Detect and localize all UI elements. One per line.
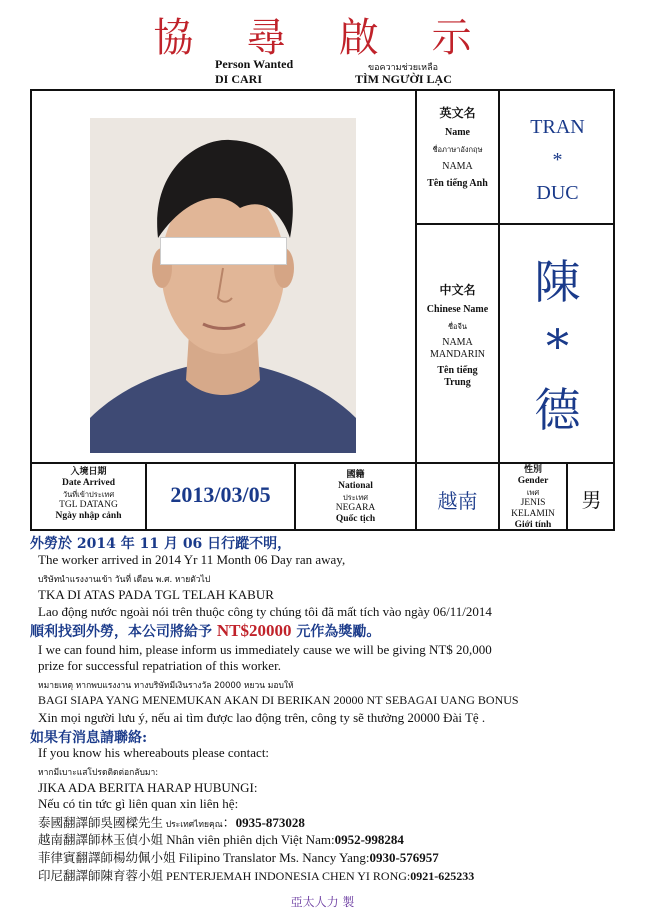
contact-heading: 如果有消息請聯絡: — [30, 730, 148, 746]
english-name-line: DUC — [536, 182, 579, 204]
contact-desc: Nhân viên phiên dịch Việt Nam: — [163, 832, 335, 847]
nationality-label — [296, 470, 415, 525]
english-name-zh: 英文名 — [439, 106, 476, 120]
chinese-name-line: 德 — [534, 383, 581, 437]
chinese-name-id2: MANDARIN — [430, 349, 485, 360]
contact-filipino-translator — [38, 848, 439, 866]
contact-name: 越南翻譯師林玉偵小姐 — [38, 832, 164, 847]
nationality-th: ประเทศ — [342, 493, 369, 502]
chinese-name-line: 陳 — [534, 255, 581, 309]
date-arrived-value: 2013/03/05 — [170, 482, 271, 507]
chinese-name-vn1: Tên tiếng — [437, 365, 478, 376]
english-name-th: ชื่อภาษาอังกฤษ — [432, 145, 483, 154]
nationality-zh: 國籍 — [346, 470, 365, 480]
eye-privacy-bar — [160, 237, 287, 265]
chinese-name-value — [500, 250, 615, 442]
english-name-vn: Tên tiếng Anh — [427, 178, 488, 189]
nationality-vn: Quốc tịch — [335, 514, 376, 524]
contact-desc: Filipino Translator Ms. Nancy Yang: — [175, 850, 370, 865]
reward-zh-post: 元作為獎勵。 — [291, 624, 381, 640]
reward-id: BAGI SIAPA YANG MENEMUKAN AKAN DI BERIKAN 20000 NT SEBAGAI UANG BONUS — [38, 693, 519, 707]
contact-thai-translator — [38, 812, 305, 831]
date-arrived-zh: 入境日期 — [70, 467, 107, 477]
chinese-name-zh: 中文名 — [439, 283, 476, 297]
reward-heading — [30, 621, 380, 641]
date-arrived-label — [32, 467, 145, 522]
ran-away-en: The worker arrived in 2014 Yr 11 Month 06 Day ran away, — [38, 552, 346, 567]
chinese-name-th: ชื่อจีน — [447, 322, 468, 331]
worker-photo — [90, 118, 356, 453]
reward-amount: NT$20000 — [216, 621, 292, 640]
nationality-id: NEGARA — [335, 503, 376, 513]
nationality-en: National — [338, 481, 373, 491]
chinese-name-line: * — [546, 319, 569, 373]
poster-title: 協 尋 啟 示 — [153, 15, 492, 61]
english-name-value — [500, 111, 615, 210]
reward-th: หมายเหตุ หากพบแรงงาน ทางบริษัทมีเงินรางวัล 20000 หยวน มอบให้ — [38, 681, 294, 691]
english-name-line: * — [552, 149, 563, 171]
ran-away-id: TKA DI ATAS PADA TGL TELAH KABUR — [38, 587, 274, 602]
gender-value: 男 — [581, 488, 602, 512]
contact-desc: ประเทศไทยคุณ — [163, 820, 223, 830]
date-arrived-en: Date Arrived — [61, 478, 116, 488]
gender-th: เพศ — [526, 488, 540, 497]
footer-credit: 亞太人力 製 — [290, 895, 355, 909]
contact-indonesia-translator — [38, 866, 474, 884]
english-name-line: TRAN — [530, 116, 585, 138]
divider — [415, 223, 615, 225]
subtitle-di-cari: DI CARI — [215, 72, 263, 86]
chinese-name-id1: NAMA — [442, 337, 473, 348]
date-arrived-vn: Ngày nhập cảnh — [55, 511, 122, 521]
date-arrived-id: TGL DATANG — [59, 500, 118, 510]
subtitle-thai: ขอความช่วยเหลือ — [368, 63, 438, 73]
subtitle-person-wanted: Person Wanted — [215, 57, 294, 71]
ran-away-heading: 外勞於 2014 年 11 月 06 日行蹤不明， — [30, 536, 292, 552]
contact-th: หากมีเบาะแสโปรดติดต่อกลับมา: — [38, 768, 159, 778]
chinese-name-vn2: Trung — [444, 377, 471, 388]
contact-vietnam-translator — [38, 830, 404, 848]
gender-label — [500, 465, 566, 531]
reward-zh-pre: 順利找到外勞，本公司將給予 — [30, 624, 217, 640]
contact-phone: 0935-873028 — [235, 815, 305, 830]
contact-sep: ： — [222, 815, 236, 830]
contact-phone: 0930-576957 — [369, 850, 439, 865]
divider — [30, 462, 615, 464]
nationality-value: 越南 — [437, 489, 478, 513]
contact-desc: PENTERJEMAH INDONESIA CHEN YI RONG: — [163, 869, 411, 883]
reward-vn: Xin mọi người lưu ý, nếu ai tìm được lao động trên, công ty sẽ thưởng 20000 Đài Tệ . — [38, 710, 486, 725]
chinese-name-en: Chinese Name — [426, 304, 489, 315]
contact-name: 菲律賓翻譯師楊幼佩小姐 — [38, 850, 176, 865]
date-arrived-th: วันที่เข้าประเทศ — [62, 490, 115, 499]
gender-en: Gender — [517, 476, 549, 486]
ran-away-vn: Lao động nước ngoài nói trên thuộc công ty chúng tôi đã mất tích vào ngày 06/11/2014 — [38, 604, 492, 619]
gender-vn: Giới tính — [514, 520, 552, 530]
gender-id2: KELAMIN — [511, 509, 555, 519]
english-name-id: NAMA — [442, 161, 473, 172]
chinese-name-label — [417, 281, 498, 389]
contact-en: If you know his whereabouts please contact: — [38, 745, 270, 760]
gender-id1: JENIS — [520, 498, 546, 508]
subtitle-vn: TÌM NGƯỜI LẠC — [355, 72, 452, 86]
reward-en-2: prize for successful repatriation of this worker. — [38, 658, 281, 673]
contact-id: JIKA ADA BERITA HARAP HUBUNGI: — [38, 780, 258, 795]
contact-phone: 0921-625233 — [410, 869, 475, 883]
english-name-en: Name — [445, 127, 470, 138]
contact-vn: Nếu có tin tức gì liên quan xin liên hệ: — [38, 796, 239, 811]
english-name-label — [417, 104, 498, 190]
contact-phone: 0952-998284 — [334, 832, 404, 847]
contact-name: 印尼翻譯師陳育蓉小姐 — [38, 868, 164, 883]
ran-away-th: บริษัทนำแรงงานเข้า วันที่ เดือน พ.ศ. หายตัวไป — [38, 575, 211, 585]
gender-zh: 性別 — [523, 465, 542, 475]
contact-name: 泰國翻譯師吳國樑先生 — [38, 815, 164, 830]
reward-en-1: I we can found him, please inform us immediately cause we will be giving NT$ 20,000 — [38, 642, 492, 657]
